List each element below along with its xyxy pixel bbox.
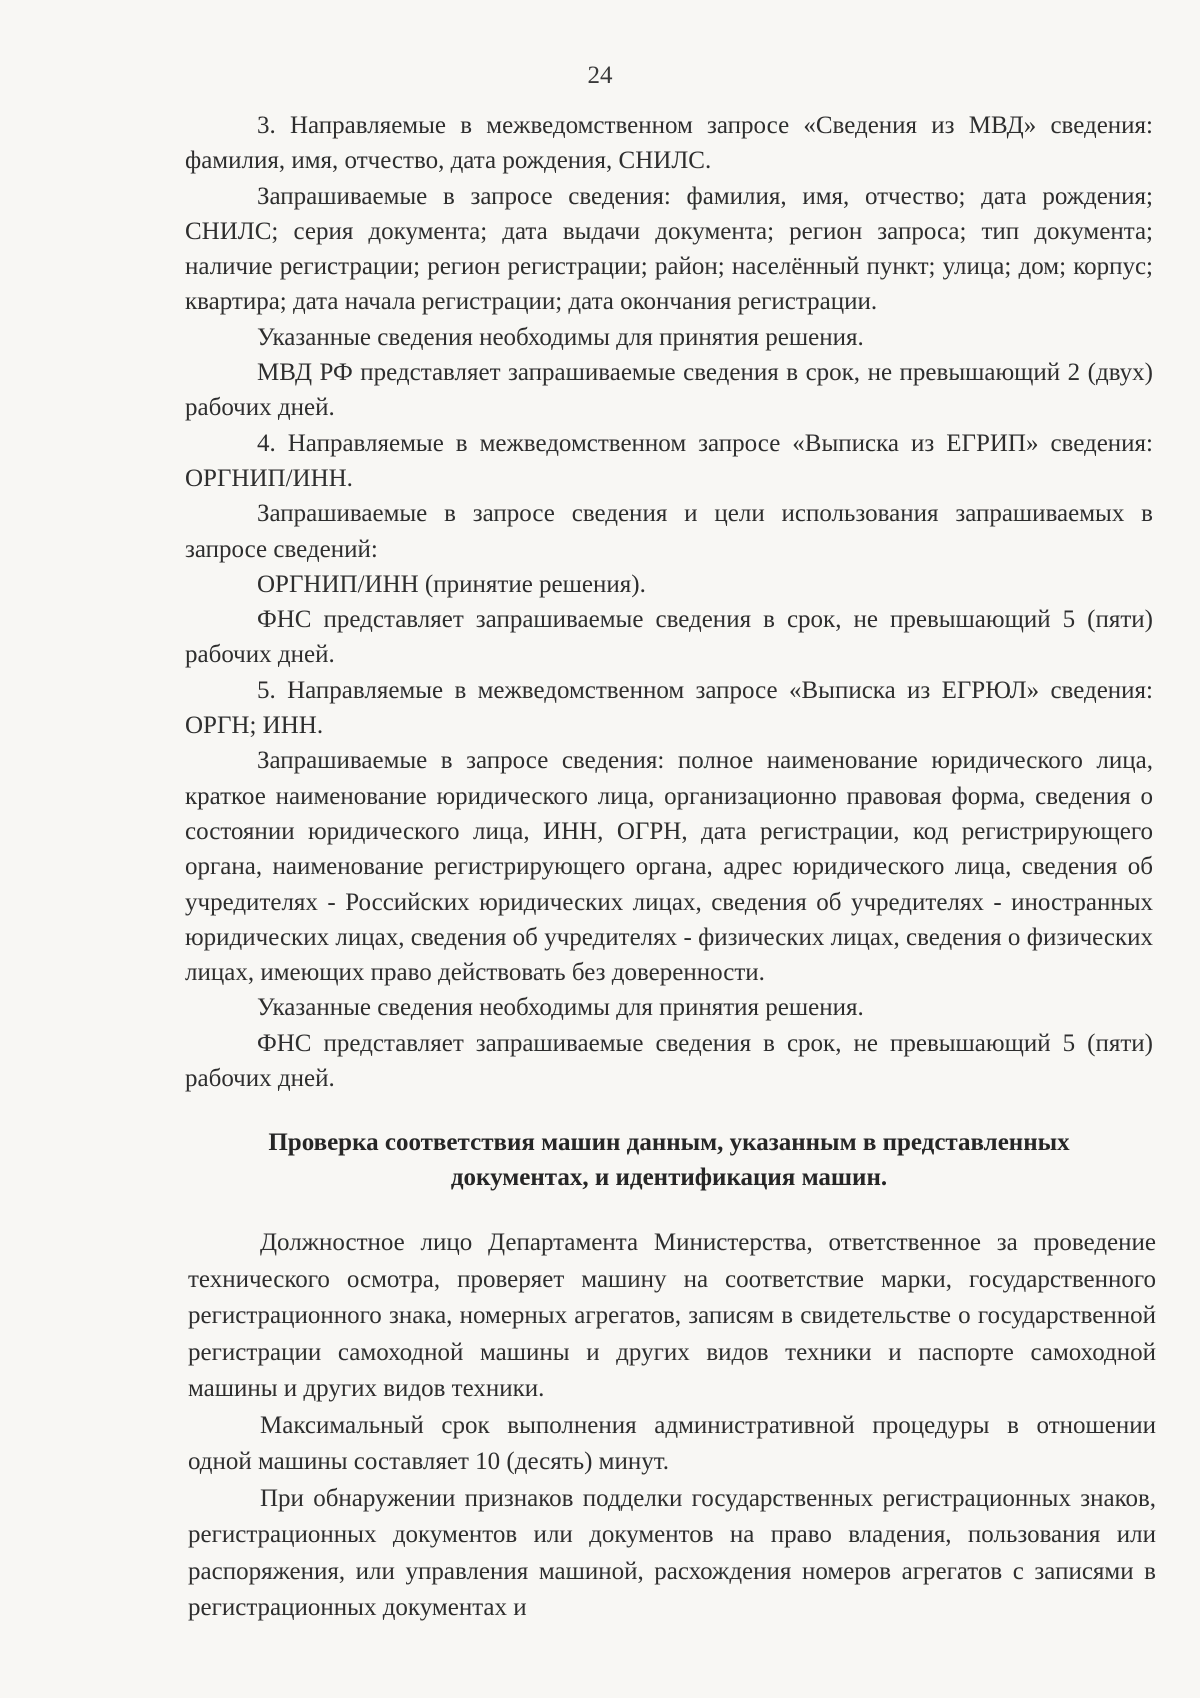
paragraph-egrip-purpose: ОРГНИП/ИНН (принятие решения). (257, 570, 646, 598)
paragraph-decision-note-1: Указанные сведения необходимы для принятия решения. (257, 323, 864, 351)
paragraph-decision-note-2: Указанные сведения необходимы для принятия решения. (257, 994, 864, 1022)
paragraph-mvd-requested-fields: Запрашиваемые в запросе сведения: фамилия, имя, отчество; дата рождения; СНИЛС; серия документа; дата выдачи документа; регион запроса; тип документа; наличие регистрации; регион регистрации; район; населённый пункт; улица; дом; корпус; квартира; дата начала регистрации; дата окончания регистрации. (185, 182, 1153, 316)
paragraph-mvd-deadline: МВД РФ представляет запрашиваемые сведения в срок, не превышающий 2 (двух) рабочих дней. (185, 359, 1153, 422)
paragraph-fns-deadline-1: ФНС представляет запрашиваемые сведения в срок, не превышающий 5 (пяти) рабочих дней. (185, 606, 1153, 669)
paragraph-mvd-request: 3. Направляемые в межведомственном запросе «Сведения из МВД» сведения: фамилия, имя, отчество, дата рождения, СНИЛС. (185, 112, 1153, 175)
paragraph-fns-deadline-2: ФНС представляет запрашиваемые сведения в срок, не превышающий 5 (пяти) рабочих дней. (185, 1029, 1153, 1093)
paragraph-max-duration: Максимальный срок выполнения административной процедуры в отношении одной машины составляет 10 (десять) минут. (188, 1411, 1156, 1475)
page-number: 24 (587, 62, 613, 89)
paragraph-egrip-requested-fields: Запрашиваемые в запросе сведения и цели использования запрашиваемых в запросе сведений: (185, 500, 1153, 563)
section-text-block (188, 1225, 1156, 1627)
main-text-block (185, 108, 1153, 1096)
paragraph-forgery-signs: При обнаружении признаков подделки государственных регистрационных знаков, регистрационных документов или документов на право владения, пользования или распоряжения, или управления машиной, расхождения номеров агрегатов с записями в регистрационных документах и (188, 1484, 1156, 1621)
section-heading-line-1: Проверка соответствия машин данным, указанным в представленных (268, 1129, 1070, 1156)
paragraph-egrul-requested-fields: Запрашиваемые в запросе сведения: полное наименование юридического лица, краткое наименование юридического лица, организационно правовая форма, сведения о состоянии юридического лица, ИНН, ОГРН, дата регистрации, код регистрирующего органа, наименование регистрирующего органа, адрес юридического лица, сведения об учредителях - Российских юридических лицах, сведения об учредителях - иностранных юридических лицах, сведения об учредителях - физических лицах, сведения о физических лицах, имеющих право действовать без доверенности. (185, 747, 1153, 987)
section-heading-line-2: документах, и идентификация машин. (450, 1164, 888, 1191)
paragraph-inspection: Должностное лицо Департамента Министерства, ответственное за проведение технического осмотра, проверяет машину на соответствие марки, государственного регистрационного знака, номерных агрегатов, записям в свидетельстве о государственной регистрации самоходной машины и других видов техники и паспорте самоходной машины и других видов техники. (188, 1229, 1156, 1402)
paragraph-egrip-request: 4. Направляемые в межведомственном запросе «Выписка из ЕГРИП» сведения: ОРГНИП/ИНН. (185, 429, 1153, 492)
paragraph-egrul-request: 5. Направляемые в межведомственном запросе «Выписка из ЕГРЮЛ» сведения: ОРГН; ИНН. (185, 676, 1153, 740)
section-heading (185, 1125, 1153, 1195)
